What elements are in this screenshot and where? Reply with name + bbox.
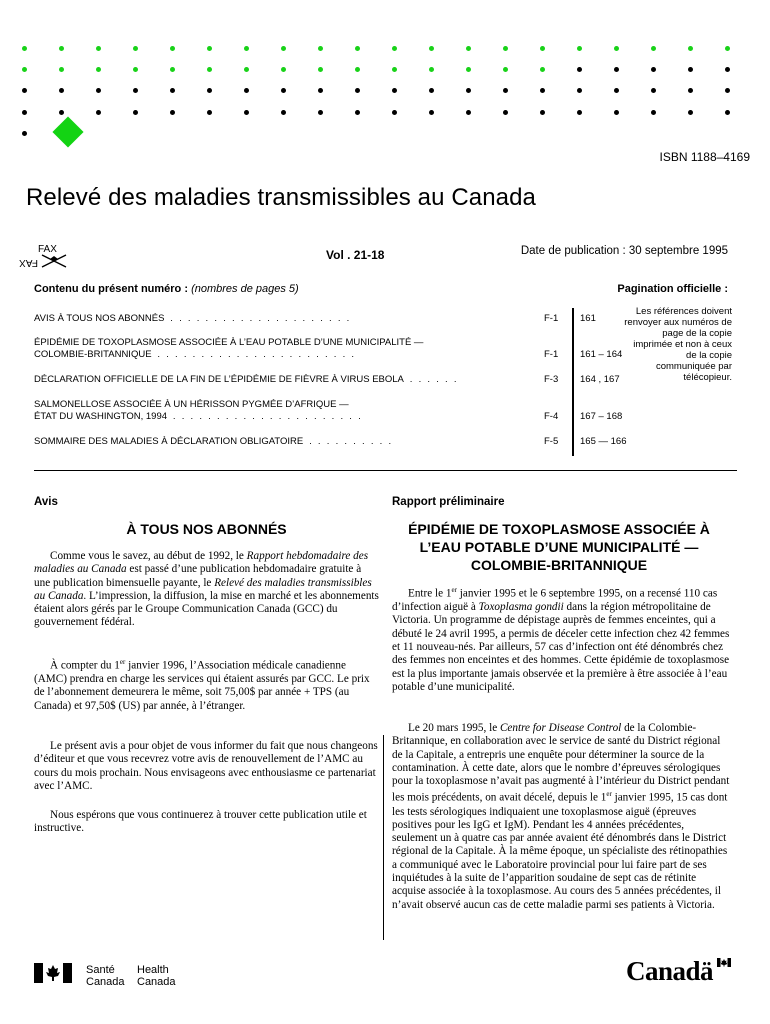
grid-dot <box>392 67 397 72</box>
pagination-heading: Pagination officielle : <box>617 283 728 295</box>
article-title-toxoplasmose: ÉPIDÉMIE DE TOXOPLASMOSE ASSOCIÉE À L’EAU POTABLE D’UNE MUNICIPALITÉ — COLOMBIE-BRITANNIQUE <box>408 521 710 573</box>
grid-dot <box>170 88 175 93</box>
grid-dot <box>318 46 323 51</box>
toc-pages: 161 – 164 <box>580 349 623 360</box>
toc-pages: 164 , 167 <box>580 374 620 385</box>
grid-dot <box>651 110 656 115</box>
article-paragraph: Le présent avis a pour objet de vous informer du fait que nous changeons d’éditeur et que vous recevrez votre avis de renouvellement de l’AMC au cours du mois prochain. Nous envisageons avec enthousiasme ce partenariat avec l’AMC. <box>34 740 378 792</box>
grid-dot <box>429 46 434 51</box>
grid-dot <box>133 88 138 93</box>
grid-dot <box>540 110 545 115</box>
grid-dot <box>466 46 471 51</box>
fax-logo-icon <box>19 242 72 278</box>
grid-dot <box>22 131 27 136</box>
grid-dot <box>503 110 508 115</box>
grid-dot <box>96 46 101 51</box>
isbn: ISBN 1188–4169 <box>659 150 750 164</box>
grid-dot <box>318 110 323 115</box>
publication-date: Date de publication : 30 septembre 1995 <box>520 245 728 257</box>
grid-dot <box>133 110 138 115</box>
article-paragraph: Nous espérons que vous continuerez à trouver cette publication utile et instructive. <box>34 809 367 835</box>
grid-dot <box>466 110 471 115</box>
grid-dot <box>651 46 656 51</box>
grid-dot <box>503 88 508 93</box>
grid-dot <box>170 67 175 72</box>
grid-dot <box>207 88 212 93</box>
grid-dot <box>59 46 64 51</box>
grid-dot <box>725 46 730 51</box>
grid-dot <box>22 110 27 115</box>
grid-dot <box>244 67 249 72</box>
section-label-rapport: Rapport préliminaire <box>392 496 505 508</box>
grid-dot <box>96 88 101 93</box>
grid-dot <box>540 88 545 93</box>
column-rule <box>383 735 384 940</box>
toc-item[interactable]: DÉCLARATION OFFICIELLE DE LA FIN DE L’ÉPIDÉMIE DE FIÈVRE À VIRUS EBOLA . . . . . . <box>34 374 457 385</box>
canada-flag-icon <box>34 963 72 983</box>
grid-dot <box>281 88 286 93</box>
grid-dot <box>725 110 730 115</box>
grid-dot <box>96 110 101 115</box>
grid-dot <box>577 67 582 72</box>
grid-dot <box>244 88 249 93</box>
grid-dot <box>503 67 508 72</box>
grid-dot <box>466 67 471 72</box>
grid-dot <box>614 88 619 93</box>
toc-heading: Contenu du présent numéro : (nombres de pages 5) <box>34 283 299 295</box>
grid-dot <box>244 46 249 51</box>
toc-code: F-3 <box>544 374 559 385</box>
grid-dot <box>577 46 582 51</box>
grid-dot <box>96 67 101 72</box>
grid-dot <box>688 67 693 72</box>
grid-dot <box>59 67 64 72</box>
footer-sante-canada: Santé Canada <box>86 964 125 988</box>
grid-dot <box>281 110 286 115</box>
article-paragraph: À compter du 1er janvier 1996, l’Association médicale canadienne (AMC) prendra en charge les services qui étaient assurés par GCC. Le prix de l’abonnement demeurera le même, soit 75,00$ par année + TPS (au Canada) et 97,50$ (US) par année, à l’étranger. <box>34 658 370 712</box>
decorative-dot-grid <box>0 0 770 150</box>
grid-dot <box>355 46 360 51</box>
canada-wordmark: Canadä <box>626 956 714 986</box>
grid-dot <box>614 46 619 51</box>
grid-dot <box>429 88 434 93</box>
grid-dot <box>207 46 212 51</box>
grid-dot <box>725 67 730 72</box>
grid-dot <box>688 46 693 51</box>
toc-pages: 161 <box>580 313 596 324</box>
article-paragraph: Comme vous le savez, au début de 1992, le Rapport hebdomadaire des maladies au Canada est passé d’une publication hebdomadaire gratuite à une publication bimensuelle payante, le Relevé des maladies transmissibles au Canada. L’impression, la diffusion, la mise en marché et les abonnements étaient alors gérés par le Groupe Communication Canada (GCC) du gouvernement fédéral. <box>34 550 379 629</box>
grid-dot <box>244 110 249 115</box>
grid-dot <box>355 88 360 93</box>
grid-dot <box>688 110 693 115</box>
grid-dot <box>392 46 397 51</box>
grid-dot <box>355 67 360 72</box>
grid-dot <box>392 110 397 115</box>
grid-dot <box>59 88 64 93</box>
grid-dot <box>392 88 397 93</box>
grid-dot <box>318 67 323 72</box>
grid-dot <box>688 88 693 93</box>
grid-dot <box>577 88 582 93</box>
grid-dot <box>355 110 360 115</box>
svg-text:FAX: FAX <box>38 244 57 255</box>
grid-dot <box>466 88 471 93</box>
volume-number: Vol . 21-18 <box>326 248 385 262</box>
grid-dot <box>577 110 582 115</box>
grid-dot <box>207 110 212 115</box>
article-title-abonnes: À TOUS NOS ABONNÉS <box>126 521 287 537</box>
toc-item[interactable]: AVIS À TOUS NOS ABONNÉS . . . . . . . . . . . . . . . . . . . . . <box>34 313 350 324</box>
pagination-note: Les références doivent renvoyer aux numéros de page de la copie imprimée et non à ceux de la copie communiquée par télécopieur. <box>624 306 732 383</box>
grid-dot <box>540 46 545 51</box>
grid-dot <box>170 110 175 115</box>
footer-health-canada: Health Canada <box>137 964 176 988</box>
toc-code: F-5 <box>544 436 559 447</box>
grid-dot <box>133 67 138 72</box>
grid-dot <box>22 88 27 93</box>
grid-dot <box>540 67 545 72</box>
grid-dot <box>59 110 64 115</box>
publication-title: Relevé des maladies transmissibles au Canada <box>26 184 536 211</box>
grid-dot <box>318 88 323 93</box>
section-label-avis: Avis <box>34 496 58 508</box>
grid-dot <box>170 46 175 51</box>
grid-dot <box>429 67 434 72</box>
header-rule <box>34 470 737 471</box>
grid-dot <box>22 67 27 72</box>
article-paragraph: Entre le 1er janvier 1995 et le 6 septembre 1995, on a recensé 110 cas d’infection aiguë à Toxoplasma gondii dans la région métropolitaine de Victoria. Un programme de dépistage auprès de femmes enceintes, qui a débuté le 24 avril 1995, a permis de déceler cette infection chez 42 femmes et 11 nouveau-nés. Par ailleurs, 57 cas d’infection ont été dénombrés chez des femmes non enceintes et des hommes. Cette épidémie de toxoplasmose est la plus importante jamais observée et la première à être associée à l’eau potable d’une municipalité. <box>392 586 730 693</box>
grid-dot <box>429 110 434 115</box>
article-paragraph: Le 20 mars 1995, le Centre for Disease Control de la Colombie-Britannique, en collaboration avec le service de santé du District régional de la Capitale, a entrepris une enquête pour déterminer la source de la contamination. À cette date, alors que le nombre d’épreuves sérologiques pour la toxoplasmose n’avait pas augmenté à l’intérieur du District pendant les mois précédents, on avait décelé, depuis le 1er janvier 1995, 15 cas dont les tests sérologiques indiquaient une toxoplasmose aiguë (épreuves positives pour les IgG et IgM). Pendant les 4 années précédentes, seulement un à quatre cas par année avaient été dénombrés dans le District régional de la Capitale. À la même époque, un spécialiste des rétinopathies a communiqué avec le Laboratoire provincial pour lui faire part de ses inquiétudes à la suite de l’apparition soudaine de sept cas de rétinite acquise associée à la toxoplasmose. Au cours des 5 années précédentes, il n’avait observé aucun cas de cette maladie parmi ses patients à Victoria. <box>392 722 730 911</box>
grid-dot <box>651 88 656 93</box>
toc-item[interactable]: SOMMAIRE DES MALADIES À DÉCLARATION OBLIGATOIRE . . . . . . . . . . <box>34 436 392 447</box>
toc-item[interactable]: SALMONELLOSE ASSOCIÉE À UN HÉRISSON PYGMÉE D’AFRIQUE — ÉTAT DU WASHINGTON, 1994 . . . . . . . . . . . . . . . . . . . . . . <box>34 399 362 422</box>
toc-code: F-1 <box>544 349 559 360</box>
grid-dot <box>503 46 508 51</box>
grid-dot <box>133 46 138 51</box>
grid-dot <box>281 46 286 51</box>
toc-code: F-4 <box>544 411 559 422</box>
toc-divider <box>572 308 574 456</box>
grid-dot <box>281 67 286 72</box>
grid-dot <box>651 67 656 72</box>
grid-dot <box>22 46 27 51</box>
toc-item[interactable]: ÉPIDÉMIE DE TOXOPLASMOSE ASSOCIÉE À L’EAU POTABLE D’UNE MUNICIPALITÉ — COLOMBIE-BRITANNIQUE . . . . . . . . . . . . . . . . . . . . . . . <box>34 337 424 360</box>
grid-dot <box>614 110 619 115</box>
canada-wordmark-flag-icon <box>717 958 731 967</box>
toc-code: F-1 <box>544 313 559 324</box>
svg-text:FAX: FAX <box>19 257 38 268</box>
toc-pages: 165 — 166 <box>580 436 627 447</box>
grid-dot <box>614 67 619 72</box>
grid-dot <box>725 88 730 93</box>
toc-pages: 167 – 168 <box>580 411 623 422</box>
grid-dot <box>207 67 212 72</box>
